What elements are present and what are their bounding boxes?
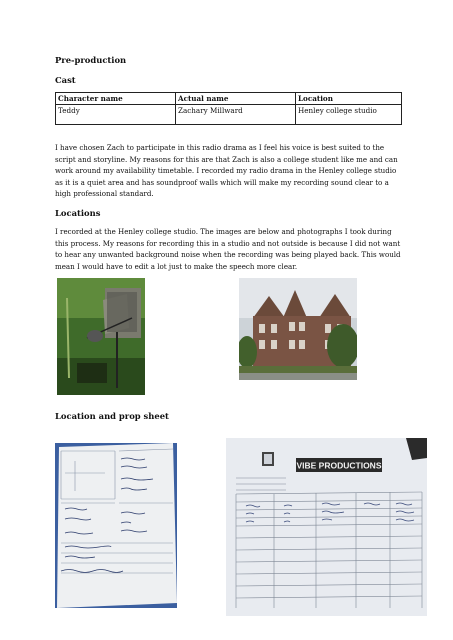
cast-heading: Cast (55, 75, 76, 85)
prop-sheet-photo (226, 438, 427, 616)
location-prop-sheet-heading: Location and prop sheet (55, 411, 169, 421)
locations-heading: Locations (55, 208, 101, 218)
college-building-photo (239, 278, 357, 380)
studio-photo (57, 278, 145, 395)
cast-header-actual: Actual name (176, 93, 296, 105)
cast-cell-location: Henley college studio (296, 105, 402, 125)
cast-header-character: Character name (56, 93, 176, 105)
table-row (56, 105, 402, 125)
cast-header-location: Location (296, 93, 402, 105)
cast-reason-paragraph: I have chosen Zach to participate in this radio drama as I feel his voice is best suited to the script and storyline. My reasons for this are that Zach is also a college student like me and can work around my availability timetable. I recorded my radio drama in the Henley college studio as it is a quiet area and has soundproof walls which will make my recording sound clear to a high professional standard. (55, 143, 398, 198)
cast-cell-character: Teddy (56, 105, 176, 125)
cast-cell-actual: Zachary Millward (176, 105, 296, 125)
cast-table-header-row (56, 93, 402, 105)
location-sheet-photo (55, 443, 177, 608)
cast-table (55, 92, 402, 125)
preproduction-heading: Pre-production (55, 55, 127, 65)
location-reason-paragraph: I recorded at the Henley college studio. The images are below and photographs I took during this process. My reasons for recording this in a studio and not outside is because I did not want to hear any unwanted background noise when the recording was being played back. This would mean I would have to edit a lot just to make the speech more clear. (55, 227, 401, 271)
vibe-productions-logo-text: VIBE PRODUCTIONS (296, 460, 382, 471)
